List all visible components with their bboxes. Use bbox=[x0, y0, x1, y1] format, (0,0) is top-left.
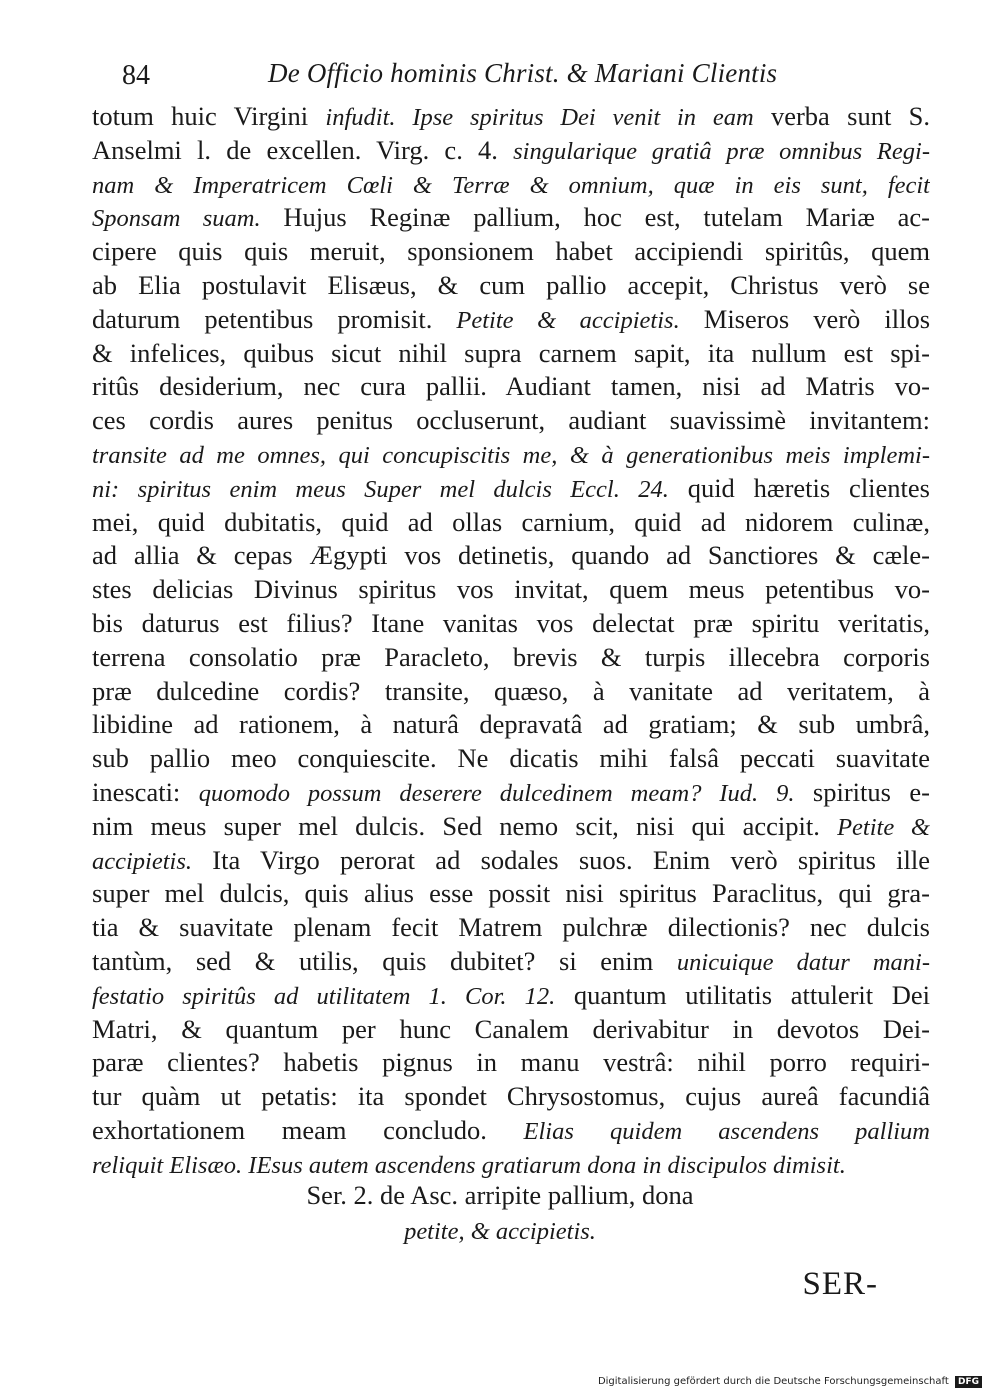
text-line bbox=[92, 235, 930, 269]
footer-banner-text: Digitalisierung gefördert durch die Deutsche Forschungsgemeinschaft bbox=[597, 1376, 949, 1387]
italic-text: Petite & accipietis. bbox=[456, 306, 680, 334]
italic-text: Petite & bbox=[837, 813, 930, 841]
text-line bbox=[92, 1114, 930, 1148]
closing-citation-line bbox=[0, 1178, 1000, 1212]
text-line bbox=[92, 776, 930, 810]
text-line bbox=[92, 1046, 930, 1080]
dfg-logo: DFG bbox=[955, 1376, 982, 1388]
roman-text: paræ clientes? habetis pignus in manu vestrâ: nihil porro requiri- bbox=[92, 1047, 930, 1078]
closing-quote: petite, & accipietis. bbox=[404, 1218, 596, 1245]
roman-text: cipere quis quis meruit, sponsionem habet accipiendi spiritûs, quem bbox=[92, 236, 930, 267]
text-line bbox=[92, 404, 930, 438]
roman-text: quantum utilitatis attulerit Dei bbox=[555, 979, 930, 1010]
text-line bbox=[92, 506, 930, 540]
text-line bbox=[92, 134, 930, 168]
text-line bbox=[92, 303, 930, 337]
italic-text: Sponsam suam. bbox=[92, 205, 261, 233]
text-line bbox=[92, 573, 930, 607]
text-line bbox=[92, 742, 930, 776]
text-line bbox=[92, 370, 930, 404]
roman-text: quid hæretis clientes bbox=[668, 472, 930, 503]
italic-text: ni: spiritus enim meus Super mel dulcis Eccl. 24. bbox=[92, 475, 669, 503]
text-line bbox=[92, 1148, 930, 1182]
italic-text: transite ad me omnes, qui concupiscitis me, & à generationibus meis implemi- bbox=[92, 441, 930, 469]
text-line bbox=[92, 810, 930, 844]
italic-text: reliquit Elisæo. IEsus autem ascendens gratiarum dona in discipulos dimisit. bbox=[92, 1151, 846, 1179]
roman-text: & infelices, quibus sicut nihil supra carnem sapit, ita nullum est spi- bbox=[92, 337, 930, 368]
text-line bbox=[92, 539, 930, 573]
roman-text: tia & suavitate plenam fecit Matrem pulchræ dilectionis? nec dulcis bbox=[92, 912, 930, 943]
text-line bbox=[92, 1013, 930, 1047]
text-line bbox=[92, 438, 930, 472]
text-line bbox=[92, 979, 930, 1013]
text-line bbox=[92, 877, 930, 911]
italic-text: nam & Imperatricem Cœli & Terræ & omnium, quæ in eis sunt, fecit bbox=[92, 171, 930, 199]
roman-text: verba sunt S. bbox=[753, 101, 930, 131]
text-line bbox=[92, 1080, 930, 1114]
body-text bbox=[92, 100, 930, 1182]
italic-text: infudit. Ipse spiritus Dei venit in eam bbox=[325, 104, 754, 131]
roman-text: ritûs desiderium, nec cura pallii. Audiant tamen, nisi ad Matris vo- bbox=[92, 371, 930, 402]
roman-text: ad allia & cepas Ægypti vos detinetis, quando ad Sanctiores & cæle- bbox=[92, 540, 930, 571]
text-line bbox=[92, 675, 930, 709]
roman-text: Ita Virgo perorat ad sodales suos. Enim verò spiritus ille bbox=[192, 844, 930, 875]
text-line bbox=[92, 844, 930, 878]
roman-text: præ dulcedine cordis? transite, quæso, à vanitate ad veritatem, à bbox=[92, 675, 930, 706]
roman-text: tantùm, sed & utilis, quis dubitet? si enim bbox=[92, 945, 677, 976]
text-line bbox=[92, 607, 930, 641]
text-line bbox=[92, 641, 930, 675]
digitization-footer bbox=[598, 1376, 982, 1388]
roman-text: super mel dulcis, quis alius esse possit nisi spiritus Paraclitus, qui gra- bbox=[92, 878, 930, 909]
roman-text: inescati: bbox=[92, 776, 199, 807]
text-line bbox=[92, 911, 930, 945]
roman-text: stes delicias Divinus spiritus vos invitat, quem meus petentibus vo- bbox=[92, 574, 930, 605]
roman-text: exhortationem meam concludo. bbox=[92, 1114, 524, 1145]
roman-text: ces cordis aures penitus occluserunt, audiant suavissimè invitantem: bbox=[92, 405, 930, 436]
text-line bbox=[92, 168, 930, 202]
catchword: SER- bbox=[802, 1266, 878, 1302]
text-line bbox=[92, 100, 930, 134]
italic-text: unicuique datur mani- bbox=[676, 948, 930, 976]
roman-text: nim meus super mel dulcis. Sed nemo scit, nisi qui accipit. bbox=[92, 810, 838, 841]
italic-text: accipietis. bbox=[92, 847, 193, 875]
roman-text: Hujus Reginæ pallium, hoc est, tutelam Mariæ ac- bbox=[260, 202, 930, 233]
roman-text: tur quàm ut petatis: ita spondet Chrysostomus, cujus aureâ facundiâ bbox=[92, 1081, 930, 1112]
roman-text: sub pallio meo conquiescite. Ne dicatis mihi falsâ peccati suavitate bbox=[92, 743, 930, 774]
roman-text: Matri, & quantum per hunc Canalem derivabitur in devotos Dei- bbox=[92, 1013, 930, 1044]
italic-text: singularique gratiâ præ omnibus Regi- bbox=[513, 137, 930, 165]
roman-text: daturum petentibus promisit. bbox=[92, 303, 457, 334]
italic-text: festatio spiritûs ad utilitatem 1. Cor. 12. bbox=[92, 982, 556, 1010]
running-title: De Officio hominis Christ. & Mariani Clientis bbox=[268, 58, 778, 88]
roman-text: Anselmi l. de excellen. Virg. c. 4. bbox=[92, 134, 514, 165]
text-line bbox=[92, 337, 930, 371]
closing-quote-line bbox=[0, 1213, 1000, 1249]
roman-text: totum huic Virgini bbox=[92, 101, 326, 131]
text-line bbox=[92, 708, 930, 742]
roman-text: terrena consolatio præ Paracleto, brevis & turpis illecebra corporis bbox=[92, 641, 930, 672]
roman-text: bis daturus est filius? Itane vanitas vos delectat præ spiritu veritatis, bbox=[92, 607, 930, 638]
roman-text: libidine ad rationem, à naturâ depravatâ ad gratiam; & sub umbrâ, bbox=[92, 709, 930, 740]
roman-text: mei, quid dubitatis, quid ad ollas carnium, quid ad nidorem culinæ, bbox=[92, 506, 930, 537]
text-line bbox=[92, 201, 930, 235]
italic-text: quomodo possum deserere dulcedinem meam? Iud. 9. bbox=[198, 779, 795, 807]
closing-citation: Ser. 2. de Asc. arripite pallium, dona bbox=[306, 1180, 694, 1210]
italic-text: Elias quidem ascendens pallium bbox=[523, 1117, 930, 1145]
text-line bbox=[92, 472, 930, 506]
text-line bbox=[92, 269, 930, 303]
roman-text: Miseros verò illos bbox=[679, 303, 930, 334]
roman-text: ab Elia postulavit Elisæus, & cum pallio accepit, Christus verò se bbox=[92, 269, 930, 300]
page-number: 84 bbox=[122, 60, 150, 91]
roman-text: spiritus e- bbox=[794, 776, 930, 807]
text-line bbox=[92, 945, 930, 979]
